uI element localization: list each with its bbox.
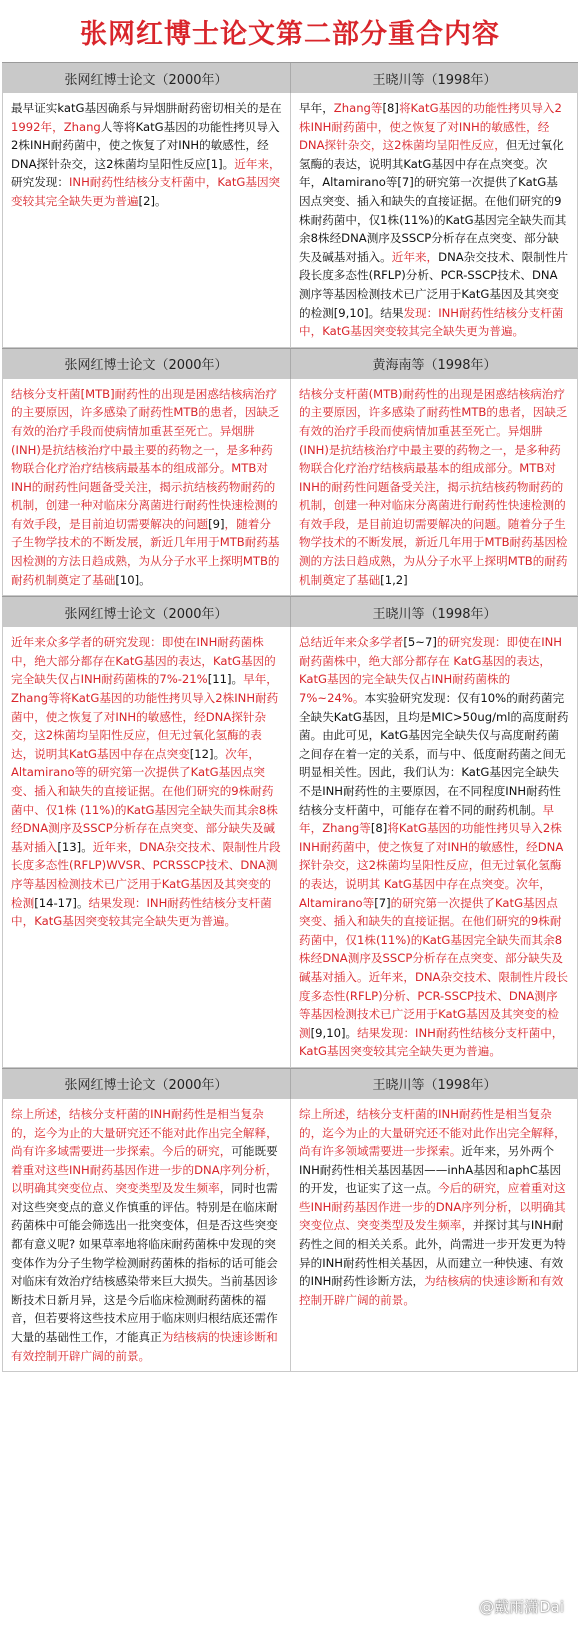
plain-text: 本实验研究发现：仅有10%的耐药菌完全缺失KatG基因，且均是MIC>50ug/ml的高度耐药菌。由此可见，KatG基因完全缺失仅与高度耐药菌之间存在着一定的关系，而与中、低度耐药菌之间无明显相关性。因此，我们认为：KatG基因完全缺失不是INH耐药性的主要原因，在不同程度INH耐药性结核分支杆菌中，可能存在着不同的耐药机制。 bbox=[299, 691, 569, 817]
highlighted-text: 近年来， bbox=[391, 249, 439, 264]
left-text-cell bbox=[2, 1099, 290, 1372]
plain-text: [13]。 bbox=[57, 839, 93, 854]
plain-text: 并探讨其与INH耐药性之间的相关关系。此外，尚需进一步开发更为特异的INH耐药性相关基因，从而建立一种快速、有效的INH耐药性诊断方法， bbox=[299, 1218, 566, 1289]
plain-text: [14-17]。 bbox=[34, 895, 89, 910]
right-column-header: 黄海南等（1998年） bbox=[290, 349, 578, 379]
section-body-row bbox=[2, 627, 578, 1068]
right-column-header: 王晓川等（1998年） bbox=[290, 63, 578, 93]
highlighted-text: 综上所述，结核分支杆菌的INH耐药性是相当复杂的，迄今为止的大量研究还不能对此作出完全解释，尚有许多域需要进一步探索。今后的研究， bbox=[11, 1106, 278, 1159]
plain-text: [7] bbox=[374, 895, 391, 910]
highlighted-text: 结核分支杆菌(MTB)耐药性的出现是困惑结核病治疗的主要原因，许多感染了耐药性MTB的患者，因缺乏有效的治疗手段而使病情加重甚至死亡。异烟肼(INH)是抗结核治疗中最主要的药物之一，是多种药物联合化疗治疗结核病最基本的组成部分。MTB对INH的耐药性问题备受关注，揭示抗结核药物耐药的机制，创建一种对临床分离菌进行耐药性快速检测的有效手段，是目前迫切需要解决的问题。随着分子生物学技术的不断发展，新近几年用于MTB耐药基因检测的方法日趋成熟，为从分子水平上探明MTB的耐药机制奠定了基础 bbox=[299, 386, 568, 587]
section-body-row bbox=[2, 93, 578, 348]
highlighted-text: 将KatG基因的功能性拷贝导入2株INH耐药菌中，使之恢复了对INH的敏感性，经DNA探针杂交，这2株菌均呈阳性反应， bbox=[299, 101, 562, 153]
highlighted-text: 结核分支杆菌[MTB]耐药性的出现是困惑结核病治疗的主要原因，许多感染了耐药性MTB的患者，因缺乏有效的治疗手段而使病情加重甚至死亡。异烟肼(INH)是抗结核治疗中最主要的药物之一，是多种药物联合化疗治疗结核病最基本的组成部分。MTB对INH的耐药性问题备受关注，揭示抗结核药物耐药的机制，创建一种对临床分离菌进行耐药性快速检测的有效手段，是目前迫切需要解决的问题 bbox=[11, 386, 280, 531]
right-text-cell bbox=[290, 379, 578, 597]
comparison-section bbox=[2, 348, 578, 597]
highlighted-text: 今后的研究，应着重对这些INH耐药基因作进一步的DNA序列分析，以明确其突变位点、突变类型及发生频率， bbox=[299, 1181, 566, 1233]
highlighted-text: 次年，Altamirano等的研究第一次提供了KatG基因点突变、插入和缺失的直接证据。在他们研究的9株耐药菌中、仅1株 (11%)的KatG基因完全缺失而其余8株经DNA测序及SSCP分析存在点突变、部分缺失及碱基对插入 bbox=[11, 746, 278, 854]
left-column-header: 张网红博士论文（2000年） bbox=[64, 606, 228, 622]
highlighted-text: INH耐药性结核分支杆菌中，KatG基因突变较其完全缺失更为普遍 bbox=[11, 175, 281, 208]
plain-text: 近年来，另外两个INH耐药性相关基因基因——inhA基因和aphC基因的开发，也证实了这一点。 bbox=[299, 1144, 562, 1196]
section-header-row bbox=[2, 63, 578, 93]
plain-text: [9] bbox=[208, 516, 225, 531]
left-text-cell bbox=[2, 627, 290, 1068]
plain-text: DNA杂交技术、限制性片段长度多态性(RFLP)分析、PCR-SSCP技术、DNA测序等基因检测技术已广泛用于KatG基因及其突变的检测[9,10]。结果 bbox=[299, 249, 569, 320]
right-text-cell bbox=[290, 93, 578, 348]
plain-text: [1,2] bbox=[380, 572, 408, 587]
highlighted-text: 为结核病的快速诊断和有效控制开辟广阔的前景。 bbox=[11, 1330, 278, 1363]
highlighted-text: 结果发现：INH耐药性结核分支杆菌中，KatG基因突变较其完全缺失更为普遍。 bbox=[11, 895, 272, 929]
comparison-section bbox=[2, 1068, 578, 1372]
highlighted-text: 的研究第一次提供了KatG基因点突变、插入和缺失的直接证据。在他们研究的9株耐药菌中，仅1株(11%)的KatG基因完全缺失而其余8株经DNA测序及SSCP分析存在点突变、部分缺失及碱基对插入。近年来，DNA杂交技术、限制性片段长度多态性(RFLP)分析、PCR-SSCP技术、DNA测序等基因检测技术已广泛用于KatG基因及其突变的检测 bbox=[299, 895, 569, 1040]
highlighted-text: ，随着分子生物学技术的不断发展，新近几年用于MTB耐药基因检测的方法日趋成熟，为从分子水平上探明MTB的耐药机制奠定了基础 bbox=[11, 516, 280, 587]
plain-text: 最早证实katG基因确系与异烟肼耐药密切相关的是在 bbox=[11, 101, 282, 115]
highlighted-text: 早年，Zhang等将KatG基因的功能性拷贝导入2株INH耐药菌中，使之恢复了对INH的敏感性，经DNA探针杂交，这2株菌均呈阳性反应，但无过氧化氢酶的表达，说明其KatG基因中存在点突变 bbox=[11, 672, 279, 761]
plain-text: 同时也需对这些突变点的意义作慎重的评估。特别是在临床耐药菌株中可能会筛选出一批突变体，但是否这些突变都有意义呢? 如果草率地将临床耐药菌株中发现的突变体作为分子生物学检测耐药菌株的指标的话可能会对临床有效治疗结核感染带来巨大损失。当前基因诊断技术日新月异，这是今后临床检测耐药菌株的福音，但若要将这些技术应用于临床则归根结底还需作大量的基础性工作，才能真正 bbox=[11, 1181, 278, 1345]
comparison-section bbox=[2, 62, 578, 348]
plain-text: [8] bbox=[382, 101, 399, 115]
section-header-row bbox=[2, 1069, 578, 1099]
highlighted-text: 综上所述，结核分支杆菌的INH耐药性是相当复杂的，迄今为止的大量研究还不能对此作出完全解释，尚有许多领域需要进一步探索。 bbox=[299, 1106, 566, 1159]
right-column-header: 王晓川等（1998年） bbox=[290, 1069, 578, 1099]
comparison-table bbox=[0, 62, 580, 1372]
highlighted-text: 为结核病的快速诊断和有效控制开辟广阔的前景。 bbox=[299, 1274, 564, 1307]
plain-text: [12]。 bbox=[189, 746, 226, 761]
highlighted-text: 1992年，Zhang bbox=[11, 119, 101, 134]
plain-text: [11]。 bbox=[207, 672, 244, 687]
left-text-cell bbox=[2, 93, 290, 348]
section-body-row bbox=[2, 379, 578, 597]
right-text-cell bbox=[290, 627, 578, 1068]
highlighted-text: 近年来众多学者的研究发现：即使在INH耐药菌株中，绝大部分都存在KatG基因的表达，KatG基因的完全缺失仅占INH耐药菌株的7%-21% bbox=[11, 635, 276, 687]
plain-text: 研究发现： bbox=[11, 175, 69, 190]
plain-text: 人等将KatG基因的功能性拷贝导入2株INH耐药菌中，使之恢复了对INH的敏感性，经DNA探针杂交，这2株菌均呈阳性反应[1]。 bbox=[11, 119, 280, 171]
right-column-header: 王晓川等（1998年） bbox=[290, 597, 578, 627]
page-title: 张网红博士论文第二部分重合内容 bbox=[80, 18, 500, 50]
highlighted-text: 的研究发现：即使在INH耐药菌株中，绝大部分都存在 KatG基因的表达，KatG基因的完全缺失仅占INH耐药菌株的7%~24%。 bbox=[299, 635, 563, 706]
highlighted-text: 早年，Zhang等 bbox=[299, 802, 555, 836]
section-body-row bbox=[2, 1099, 578, 1372]
plain-text: 但无过氧化氢酶的表达，说明其KatG基因中存在点突变。次年，Altamirano等[7]的研究第一次提供了KatG基因点突变、插入和缺失的直接证据。在他们研究的9株耐药菌中，仅1株(11%)的KatG基因完全缺失而其余8株经DNA测序及SSCP分析存在点突变、部分缺失及碱基对插入。 bbox=[299, 138, 567, 264]
right-text-cell bbox=[290, 1099, 578, 1372]
plain-text: [9,10]。 bbox=[310, 1025, 358, 1040]
plain-text: [10]。 bbox=[115, 572, 151, 587]
section-header-row bbox=[2, 349, 578, 379]
highlighted-text: 结果发现：INH耐药性结核分支杆菌中，KatG基因突变较其完全缺失更为普遍。 bbox=[299, 1025, 564, 1059]
highlighted-text: Zhang等 bbox=[333, 101, 383, 115]
highlighted-text: 将KatG基因的功能性拷贝导入2株INH耐药菌中，使之恢复了对INH的敏感性，经DNA探针杂交，这2株菌均呈阳性反应，但无过氧化氢酶的表达，说明其 KatG基因中存在点突变。次年，Altamirano等 bbox=[299, 821, 564, 910]
plain-text: [5~7] bbox=[403, 635, 437, 650]
left-text-cell bbox=[2, 379, 290, 597]
left-column-header: 张网红博士论文（2000年） bbox=[64, 358, 228, 374]
left-column-header: 张网红博士论文（2000年） bbox=[64, 72, 228, 88]
highlighted-text: 发现：INH耐药性结核分支杆菌中，KatG基因突变较其完全缺失更为普遍。 bbox=[299, 305, 564, 339]
highlighted-text: 近年来，DNA杂交技术、限制性片段长度多态性(RFLP)WVSR、PCRSSCP技术、DNA测序等基因检测技术已广泛用于KatG基因及其突变的检测 bbox=[11, 839, 281, 910]
highlighted-text: 着重对这些INH耐药基因作进一步的DNA序列分析，以明确其突变位点、突变类型及发生频率， bbox=[11, 1162, 278, 1196]
plain-text: [2]。 bbox=[138, 193, 167, 208]
highlighted-text: 总结近年来众多学者 bbox=[299, 635, 404, 650]
plain-text: [8] bbox=[370, 821, 388, 836]
left-column-header: 张网红博士论文（2000年） bbox=[64, 1078, 228, 1094]
watermark: @戴雨潇Dai bbox=[479, 1598, 564, 1616]
section-header-row bbox=[2, 597, 578, 627]
highlighted-text: 近年来， bbox=[234, 156, 281, 171]
plain-text: 可能既要 bbox=[231, 1144, 278, 1159]
comparison-section bbox=[2, 596, 578, 1068]
plain-text: 早年， bbox=[299, 101, 334, 115]
